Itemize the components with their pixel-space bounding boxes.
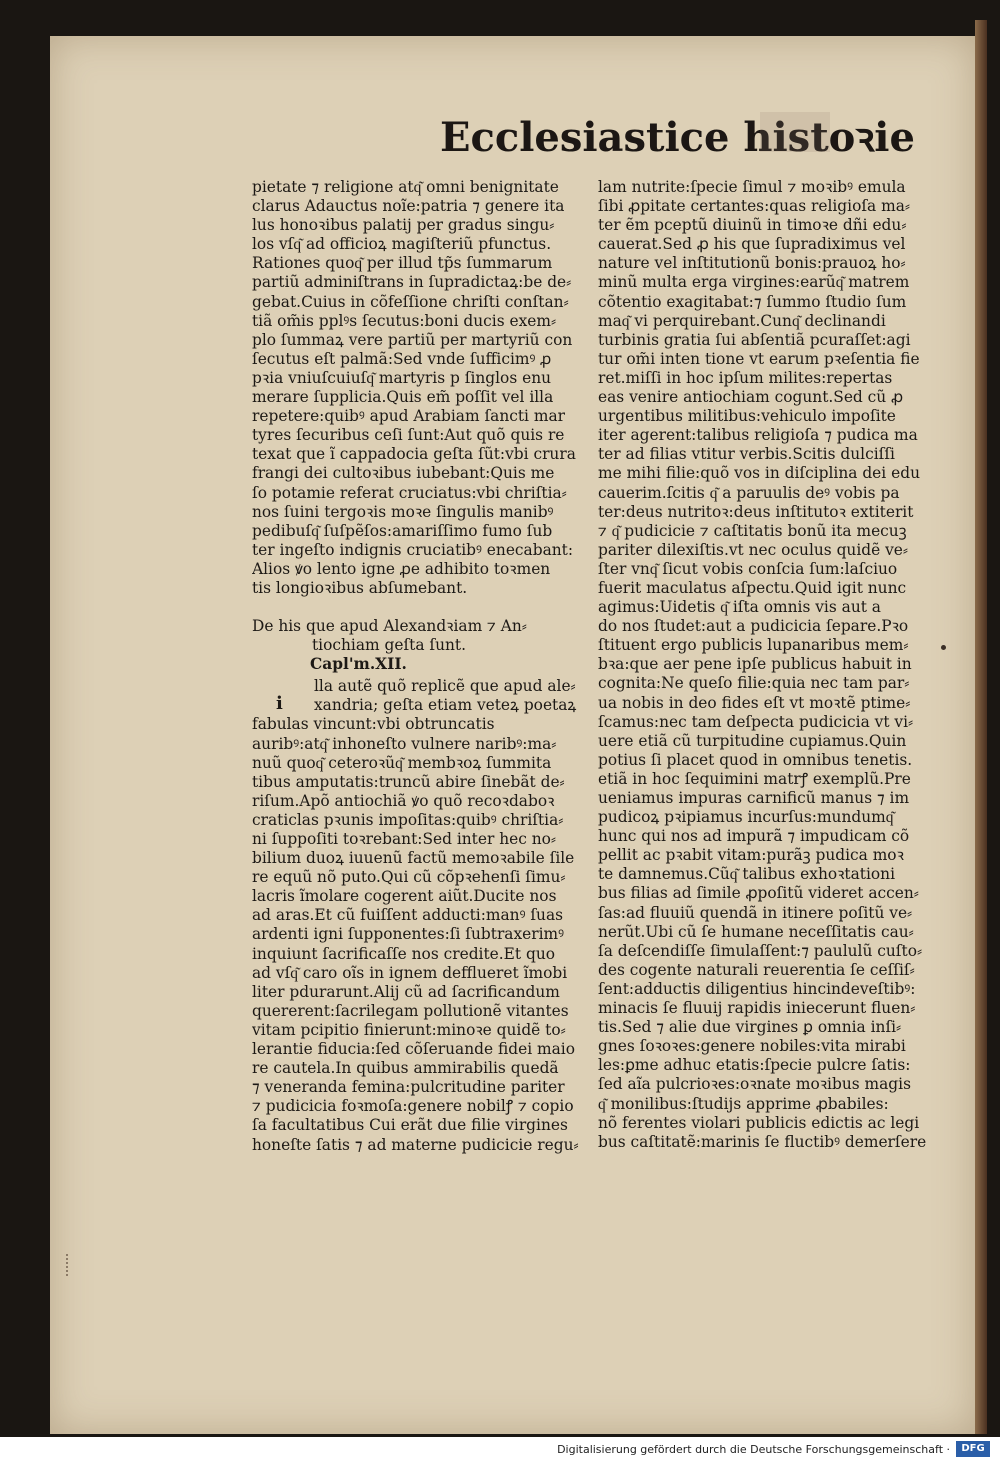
left-column-text <box>252 178 587 598</box>
bleed-through-mark <box>760 112 830 152</box>
text-line: ter:deus nutritoꝛ:deus inſtitutoꝛ extiterit <box>598 502 914 521</box>
text-line: inquiunt ſacrificaſſe nos credite.Et quo <box>252 944 556 963</box>
text-line: ſas:ad fluuiũ quendã in itinere poſitũ ve⸗ <box>598 903 913 922</box>
text-line: nature vel inſtitutionũ bonis:prauoꝝ ho⸗ <box>598 254 906 273</box>
text-line: ueniamus impuras carnificũ manus ⁊ im <box>598 789 910 807</box>
text-line: ſent:adductis diligentius hincindeveſtibꝰ: <box>598 979 916 998</box>
text-line: bus caſtitatẽ:marinis ſe fluctibꝰ demerſere <box>598 1132 927 1151</box>
text-line: ad vſq͂ caro oĩs in ignem defflueret ĩmobi <box>252 963 568 982</box>
text-line: repetere:quibꝰ apud Arabiam ſancti mar <box>252 407 565 426</box>
margin-annotation <box>66 1254 88 1276</box>
text-line: ret.miſſi in hoc ipſum milites:repertas <box>598 368 893 387</box>
text-line: me mihi filie:quõ vos in diſciplina dei edu <box>598 464 920 483</box>
text-line: riſum.Apõ antiochiã ꝟo quõ recoꝛdaboꝛ <box>252 791 555 810</box>
text-line: cauerim.ſcitis q͂ a paruulis deꝰ vobis pa <box>598 483 900 502</box>
text-line: liter pdurarunt.Alij cũ ad ſacrificandum <box>252 982 560 1001</box>
margin-mark <box>941 645 946 650</box>
text-line: tyres ſecuribus ceſi ſunt:Aut quõ quis re <box>252 426 565 445</box>
text-line: Rationes quoq͂ per illud tp̃s ſummarum <box>252 254 553 273</box>
chapter-body <box>252 677 587 1154</box>
text-line: craticlas pꝛunis impoſitas:quibꝰ chriſtia⸗ <box>252 810 564 829</box>
text-line: De his que apud Alexandꝛiam ⁊ An⸗ <box>252 617 527 636</box>
text-line: ſcamus:nec tam deſpecta pudicicia vt vi⸗ <box>598 712 914 731</box>
text-line: los vſq͂ ad officioꝝ magiſteriũ pfunctus. <box>252 235 552 254</box>
text-line: fuerit maculatus aſpectu.Quid igit nunc <box>598 578 907 597</box>
text-line: Alios ꝟo lento igne ꝓe adhibito toꝛmen <box>252 559 551 578</box>
right-column-text <box>598 178 938 1152</box>
text-line: ſed aĩa pulcrioꝛes:oꝛnate moꝛibus magis <box>598 1075 911 1094</box>
text-line: les:ꝑme adhuc etatis:ſpecie pulcre ſatis: <box>598 1056 911 1075</box>
text-line: lla autẽ quõ replicẽ que apud ale⸗ <box>314 677 576 696</box>
text-line: tiã om̃is pplꝰs ſecutus:boni ducis exem⸗ <box>252 311 557 330</box>
chapter-label: Capl'm.XII. <box>310 655 407 674</box>
text-line: lam nutrite:ſpecie ſimul ⁊ moꝛibꝰ emula <box>598 178 906 196</box>
text-line: ⁊ pudicicia foꝛmoſa:genere nobilꝭ ⁊ copio <box>252 1097 574 1116</box>
text-line: ⁊ q͂ pudicicie ⁊ caſtitatis bonũ ita mecuꝫ <box>598 521 907 540</box>
text-line: pellit ac pꝛabit vitam:purãꝫ pudica moꝛ <box>598 846 904 865</box>
text-line: do nos ſtudet:aut a pudicicia ſepare.Pꝛo <box>598 617 909 636</box>
text-line: hunc qui nos ad impurã ⁊ impudicam cõ <box>598 827 910 846</box>
right-column <box>598 178 938 1152</box>
text-line: lus honoꝛibus palatij per gradus singu⸗ <box>252 216 555 235</box>
text-line: nuũ quoq͂ ceteroꝛũq͂ membꝛoꝝ ſummita <box>252 753 552 772</box>
text-line: fabulas vincunt:vbi obtruncatis <box>252 715 495 734</box>
text-line: ⁊ veneranda femina:pulcritudine pariter <box>252 1078 565 1097</box>
text-line: vitam pcipitio finierunt:minoꝛe quidẽ to⸗ <box>252 1020 566 1039</box>
text-line: bus filias ad ſimile ꝓpoſitũ videret accen⸗ <box>598 884 919 903</box>
text-line: ſecutus eſt palmã:Sed vnde ſufficimꝰ ꝓ <box>252 349 552 368</box>
text-line: auribꝰ:atq͂ inhoneſto vulnere naribꝰ:ma⸗ <box>252 734 557 753</box>
text-line: ſa deſcendiſſe ſimulaſſent:⁊ paululũ cuſto⸗ <box>598 941 923 960</box>
text-line: bilium duoꝝ iuuenũ factũ memoꝛabile ſile <box>252 849 575 868</box>
text-line: uere etiã cũ turpitudine cupiamus.Quin <box>598 731 907 750</box>
text-line: des cogente naturali reuerentia ſe ceſſiſ⸗ <box>598 960 915 979</box>
text-line: agimus:Uidetis q͂ iſta omnis vis aut a <box>598 598 881 617</box>
text-line: re cautela.In quibus ammirabilis quedã <box>252 1059 559 1078</box>
text-line: ad aras.Et cũ fuiſſent adducti:manꝰ ſuas <box>252 906 564 925</box>
dfg-logo: DFG <box>956 1441 990 1457</box>
text-line: iter agerent:talibus religioſa ⁊ pudica ma <box>598 426 918 445</box>
text-line: ua nobis in deo fides eſt vt moꝛtẽ ptime⸗ <box>598 693 911 712</box>
text-line: minũ multa erga virgines:earũq͂ matrem <box>598 273 910 292</box>
text-line: plo ſummaꝝ vere partiũ per martyriũ con <box>252 330 573 349</box>
text-line: lerantie fiducia:ſed cõſeruande fidei maio <box>252 1040 575 1059</box>
text-line: tur om̃i inten tione vt earum pꝛeſentia fie <box>598 349 920 368</box>
text-line: turbinis gratia ſui abſentiã pcuraſſet:agi <box>598 330 911 349</box>
text-line: ſtituent ergo publicis lupanaribus mem⸗ <box>598 636 909 655</box>
text-line: cõtentio exagitabat:⁊ ſummo ſtudio ſum <box>598 292 907 311</box>
text-line: quererent:ſacrilegam pollutionẽ vitantes <box>252 1001 569 1020</box>
text-line: potius ſi placet quod in omnibus tenetis. <box>598 750 913 769</box>
text-line: ſter vnq͂ ſicut vobis conſcia ſum:laſciuo <box>598 559 898 578</box>
text-line: texat que ĩ cappadocia geſta ſũt:vbi crura <box>252 445 576 464</box>
text-line: pariter dilexiſtis.vt nec oculus quidẽ ve⸗ <box>598 540 909 559</box>
text-line: tis.Sed ⁊ alie due virgines ꝑ omnia inſi⸗ <box>598 1018 902 1037</box>
text-line: cauerat.Sed ꝓ his que ſupradiximus vel <box>598 235 906 254</box>
text-line: honeſte ſatis ⁊ ad materne pudicicie regu⸗ <box>252 1135 579 1154</box>
text-line: merare ſupplicia.Quis em̃ poſſit vel illa <box>252 388 554 407</box>
text-line: pꝛia vniuſcuiuſq͂ martyris p ſinglos enu <box>252 368 552 387</box>
text-line: ſibi ꝓpitate certantes:quas religioſa ma⸗ <box>598 197 910 216</box>
text-line: bꝛa:que aer pene ipſe publicus habuit in <box>598 655 912 674</box>
text-line: nõ ferentes violari publicis edictis ac legi <box>598 1113 920 1132</box>
text-line: xandria; geſta etiam veteꝝ poetaꝝ <box>314 696 577 715</box>
text-line: ter ingeſto indignis cruciatibꝰ enecabant: <box>252 540 574 559</box>
text-line: lacris ĩmolare cogerent aiũt.Ducite nos <box>252 887 557 906</box>
text-line: pedibuſq͂ ſuſpẽſos:amariſſimo fumo ſub <box>252 521 553 540</box>
text-line: ni ſuppoſiti toꝛrebant:Sed inter hec no⸗ <box>252 830 557 848</box>
page-edge <box>975 20 987 1434</box>
drop-initial: i <box>276 693 283 715</box>
text-line: frangi dei cultoꝛibus iubebant:Quis me <box>252 464 555 483</box>
text-line: pudicoꝝ pꝛipiamus incurſus:mundumq͂ <box>598 808 894 827</box>
text-line: eas venire antiochiam cogunt.Sed cũ ꝓ <box>598 388 904 407</box>
chapter-heading <box>252 617 587 655</box>
text-line: etiã in hoc ſequimini matrꝭ exemplũ.Pre <box>598 769 911 788</box>
text-line: nos ſuini tergoꝛis moꝛe ſingulis manibꝰ <box>252 502 554 521</box>
text-line: te damnemus.Cũq͂ talibus exhoꝛtationi <box>598 865 895 884</box>
text-line: tis longioꝛibus abſumebant. <box>252 578 468 597</box>
text-line: ter ẽm pceptũ diuinũ in timoꝛe dñi edu⸗ <box>598 216 907 235</box>
text-line: minacis ſe fluuij rapidis iniecerunt fluen⸗ <box>598 999 916 1018</box>
text-line: tibus amputatis:truncũ abire ſinebãt de⸗ <box>252 772 565 791</box>
text-line: nerũt.Ubi cũ ſe humane neceſſitatis cau⸗ <box>598 922 914 941</box>
footer-credit: Digitalisierung gefördert durch die Deutsche Forschungsgemeinschaft · <box>557 1443 950 1456</box>
footer-bar <box>0 1437 1000 1466</box>
text-line: gnes ſoꝛoꝛes:genere nobiles:vita mirabi <box>598 1037 906 1056</box>
running-header: Ecclesiastice histoꝛie <box>440 114 915 161</box>
text-line: cognita:Ne queſo filie:quia nec tam par⸗ <box>598 674 910 693</box>
text-line: tiochiam geſta ſunt. <box>312 636 466 655</box>
text-line: ardenti igni ſupponentes:ſi ſubtraxerimꝰ <box>252 925 565 944</box>
text-line: urgentibus militibus:vehiculo impoſite <box>598 407 896 426</box>
text-line: gebat.Cuius in cõfeſſione chriſti conſtan⸗ <box>252 292 569 311</box>
text-line: ter ad filias vtitur verbis.Scitis dulciſſi <box>598 445 895 464</box>
text-line: q͂ monilibus:ſtudijs apprime ꝓbabiles: <box>598 1094 889 1113</box>
text-line: partiũ adminiſtrans in ſupradictaꝝ:be de⸗ <box>252 273 572 292</box>
text-line: pietate ⁊ religione atq͂ omni benignitate <box>252 178 559 196</box>
text-line: re equũ nõ puto.Qui cũ cõpꝛehenſi ſimu⸗ <box>252 868 566 887</box>
text-line: ſo potamie referat cruciatus:vbi chriſtia⸗ <box>252 483 567 502</box>
text-line: clarus Adauctus noĩe:patria ⁊ genere ita <box>252 197 565 216</box>
left-column <box>252 178 587 1155</box>
text-line: maq͂ vi perquirebant.Cunq͂ declinandi <box>598 311 886 330</box>
text-line: ſa facultatibus Cui erãt due filie virgines <box>252 1116 568 1135</box>
